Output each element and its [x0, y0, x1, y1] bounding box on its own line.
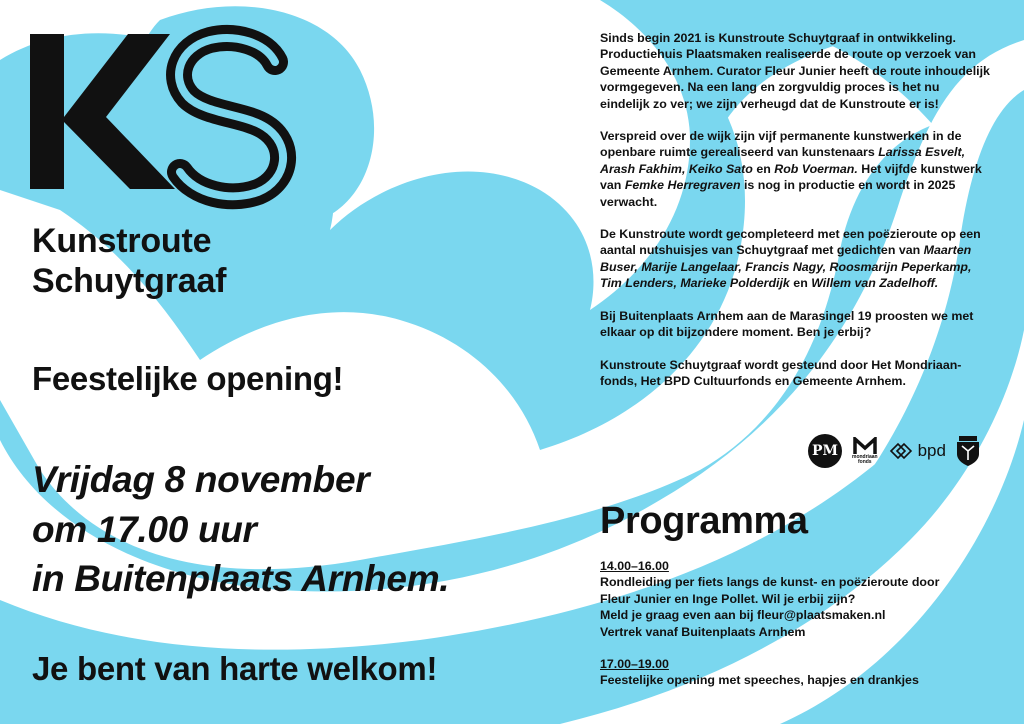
intro-paragraph-2: Verspreid over de wijk zijn vijf permanente kunstwerken in de openbare ruimte gerealiseerd van kunstenaars Larissa Esvelt, Arash Fakhim, Keiko Sato en Rob Voerman. Het vijfde kunstwerk van Femke Herregraven is nog in productie en wordt in 2025 verwacht.	[600, 129, 982, 209]
opening-heading: Feestelijke opening!	[32, 360, 344, 397]
s-letter	[179, 38, 283, 196]
title-line-2: Schuytgraaf	[32, 262, 227, 300]
k-letter	[30, 34, 175, 189]
programma-line: Fleur Junier en Inge Pollet. Wil je erbij zijn?	[600, 591, 856, 606]
arnhem-crest-icon	[956, 436, 980, 466]
bpd-diamond-icon	[888, 440, 914, 462]
programma-time: 17.00–19.00	[600, 657, 669, 672]
intro-paragraph-5: Kunstroute Schuytgraaf wordt gesteund door Het Mondriaan-fonds, Het BPD Cultuurfonds en Gemeente Arnhem.	[600, 357, 962, 388]
sponsor-logos	[808, 434, 980, 468]
poet-names: Maarten Buser, Marije Langelaar, Francis Nagy, Roosmarijn Peperkamp, Tim Lenders, Marieke Polderdijk	[600, 243, 972, 291]
artist-names: Larissa Esvelt, Arash Fakhim, Keiko Sato	[600, 145, 966, 176]
intro-paragraph-3: De Kunstroute wordt gecompleteerd met een poëzieroute op een aantal nutshuisjes van Schuytgraaf met gedichten van Maarten Buser, Marije Langelaar, Francis Nagy, Roosmarijn Peperkamp, Tim Lenders, Marieke Polderdijk en Willem van Zadelhoff.	[600, 227, 981, 291]
event-date: Vrijdag 8 november	[32, 459, 370, 500]
mondriaan-fonds-logo: mondriaan fonds	[852, 437, 878, 465]
event-location: in Buitenplaats Arnhem.	[32, 558, 450, 599]
bpd-logo: bpd	[888, 440, 946, 462]
programma-line: Meld je graag even aan bij fleur@plaatsmaken.nl	[600, 608, 886, 623]
programma-line: Vertrek vanaf Buitenplaats Arnhem	[600, 624, 806, 639]
programma-heading: Programma	[600, 500, 808, 542]
programma-list	[600, 558, 1000, 705]
intro-paragraph-1: Sinds begin 2021 is Kunstroute Schuytgraaf in ontwikkeling. Productiehuis Plaatsmaken realiseerde de route op verzoek van Gemeente Arnhem. Curator Fleur Junier heeft de route inhoudelijk vormgegeven. Na een lang en zorgvuldig proces is het nu eindelijk zo ver; we zijn verheugd dat de Kunstroute er is!	[600, 31, 990, 111]
programma-line: Feestelijke opening met speeches, hapjes en drankjes	[600, 673, 919, 688]
intro-paragraph-4: Bij Buitenplaats Arnhem aan de Marasingel 19 proosten we met elkaar op dit bijzondere moment. Ben je erbij?	[600, 308, 974, 340]
poet-name-last: Willem van Zadelhoff.	[811, 276, 939, 291]
mondriaan-m-icon	[853, 437, 877, 455]
plaatsmaken-logo: PM	[808, 434, 842, 468]
welcome-message: Je bent van harte welkom!	[32, 650, 438, 687]
artist-name-5: Femke Herregraven	[624, 178, 741, 193]
artist-name-last: Rob Voerman.	[774, 161, 858, 176]
ks-monogram-logo	[30, 22, 330, 217]
programma-item	[600, 558, 1000, 640]
programma-time: 14.00–16.00	[600, 559, 669, 573]
intro-text	[600, 30, 992, 405]
title-line-1: Kunstroute	[32, 222, 212, 260]
event-time: om 17.00 uur	[32, 509, 257, 550]
programma-item	[600, 656, 1000, 689]
programma-line: Rondleiding per fiets langs de kunst- en poëzieroute door	[600, 575, 940, 590]
